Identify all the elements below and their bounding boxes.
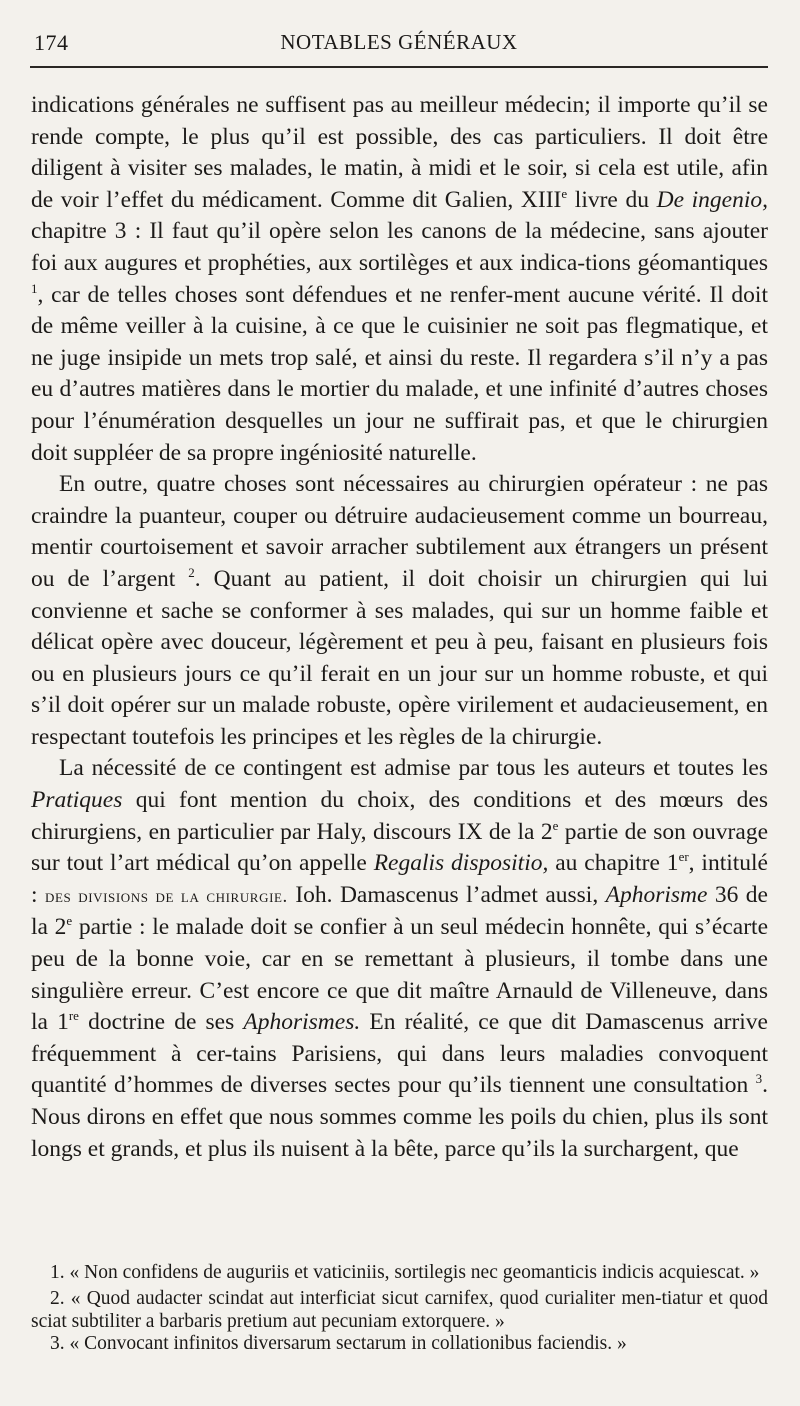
text-run: indications générales ne suffisent pas au meilleur médecin; il importe qu’il se rende compte, le plus qu’il est possible, des cas particuliers. Il doit être diligent à visiter ses malades, le matin, à midi et le soir, si cela est utile, afin de voir l’effet du médicament. Comme dit Galien, XIII — [31, 92, 768, 213]
text-run: , car de telles choses sont défendues et ne renfer-ment aucune vérité. Il doit de même veiller à la cuisine, à ce que le cuisinier ne soit pas flegmatique, et ne juge insipide un mets trop salé, et ainsi du reste. Il regardera s’il n’y a pas eu d’autres matières dans le mortier du malade, et une infinité d’autres choses pour l’énumération desquelles un jour ne suffirait pas, et que le chirurgien doit suppléer de sa propre ingéniosité naturelle. — [31, 281, 768, 466]
text-run: En réalité, ce que dit Damascenus arrive fréquemment à cer-tains Parisiens, qui dans leurs maladies convoquent quantité d’hommes de diverses sectes pour qu’ils tiennent une consultation — [31, 1009, 768, 1099]
superscript: re — [68, 1008, 79, 1024]
text-run: partie : le malade doit se confier à un seul médecin honnête, qui s’écarte peu de la bonne voie, car en se remettant à plusieurs, il tombe dans une singulière erreur. C’est encore ce que dit maître Arnauld de Villeneuve, dans la 1 — [31, 914, 769, 1036]
text-run: , intitulé : — [31, 850, 768, 908]
running-title: NOTABLES GÉNÉRAUX — [280, 30, 518, 54]
paragraph-2 — [31, 469, 768, 753]
superscript: e — [66, 913, 73, 929]
footnote-ref-3: 3 — [755, 1071, 763, 1087]
body-text — [31, 90, 768, 1165]
text-run: 36 de la 2 — [31, 881, 768, 941]
superscript: er — [678, 849, 689, 865]
text-run: livre du — [567, 186, 657, 213]
italic-title: Regalis dispositio, — [373, 850, 549, 877]
italic-title: Aphorismes. — [243, 1009, 361, 1036]
small-caps-title: des divisions de la chirurgie. — [44, 885, 288, 907]
paragraph-3 — [31, 753, 768, 1165]
footnote-ref-1: 1 — [31, 280, 38, 296]
italic-title: De ingenio, — [656, 186, 768, 213]
text-run: chapitre 3 : Il faut qu’il opère selon les canons de la médecine, sans ajouter foi aux augures et prophéties, aux sortilèges et aux indica-tions géomantiques — [31, 218, 768, 276]
text-run: En outre, quatre choses sont nécessaires au chirurgien opérateur : ne pas craindre la puanteur, couper ou détruire audacieusement comme un bourreau, mentir courtoisement et savoir arracher subtilement aux étrangers un présent ou de l’argent — [31, 471, 768, 592]
page-header — [30, 30, 768, 66]
italic-title: Pratiques — [31, 787, 123, 814]
paragraph-1 — [31, 90, 768, 469]
header-rule — [30, 66, 768, 68]
superscript: e — [561, 185, 568, 201]
text-run: au chapitre 1 — [548, 850, 679, 877]
superscript: e — [552, 817, 559, 833]
footnote-3: 3. « Convocant infinitos diversarum sectarum in collationibus faciendis. » — [50, 1333, 627, 1355]
footnote-2: 2. « Quod audacter scindat aut interficiat sicut carnifex, quod curialiter men-tiatur et quod sciat subtiliter a barbaris pretium aut pecuniam extorquere. » — [31, 1287, 768, 1332]
footnote-1: 1. « Non confidens de auguriis et vaticiniis, sortilegis nec geomanticis indicis acquiescat. » — [50, 1262, 760, 1283]
text-run: Ioh. Damascenus l’admet aussi, — [287, 881, 606, 908]
page-number: 174 — [34, 30, 69, 55]
text-run: . Quant au patient, il doit choisir un chirurgien qui lui convienne et sache se conformer à ses malades, qui sur un homme faible et délicat opère avec douceur, légèrement et peu à peu, faisant en plusieurs fois ou en plusieurs jours ce qu’il ferait en un jour sur un homme robuste, et qui s’il doit opérer sur un malade robuste, opère virilement et audacieusement, en respectant toutefois les principes et les règles de la chirurgie. — [31, 565, 768, 750]
text-run: doctrine de ses — [78, 1009, 244, 1036]
footnotes — [31, 1262, 768, 1356]
text-run: La nécessité de ce contingent est admise par tous les auteurs et toutes les — [59, 755, 768, 782]
text-run: qui font mention du choix, des conditions et des mœurs des chirurgiens, en particulier par Haly, discours IX de la 2 — [31, 787, 768, 845]
italic-title: Aphorisme — [605, 881, 708, 908]
text-run: partie de son ouvrage sur tout l’art médical qu’on appelle — [31, 818, 768, 877]
text-run: . Nous dirons en effet que nous sommes comme les poils du chien, plus ils sont longs et grands, et plus ils nuisent à la bête, parce qu’ils la surchargent, que — [31, 1072, 768, 1162]
footnote-ref-2: 2 — [188, 565, 195, 581]
